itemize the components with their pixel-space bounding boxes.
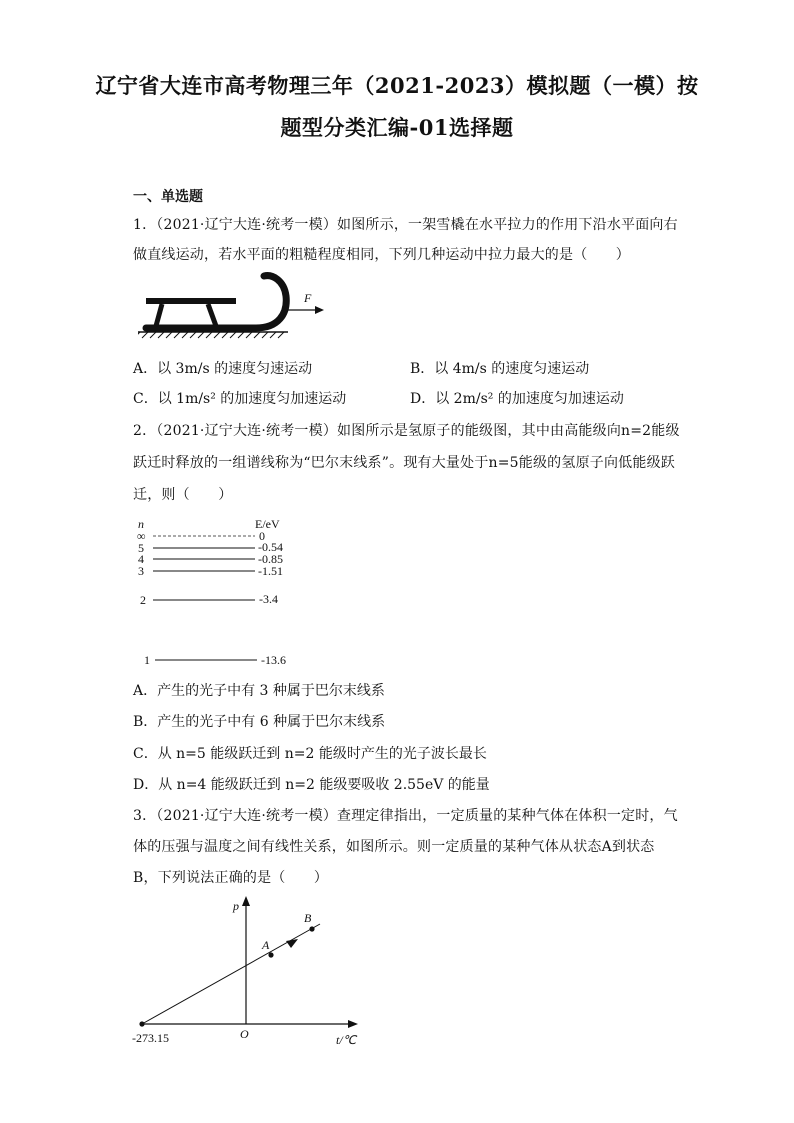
t-axis-label: t/℃ <box>336 1033 357 1047</box>
q3-stem-line2: 体的压强与温度之间有线性关系，如图所示。则一定质量的某种气体从状态A到状态 <box>133 839 655 855</box>
sled-leg <box>156 304 162 326</box>
q2-stem-line1: 2．（2021·辽宁大连·统考一模）如图所示是氢原子的能级图，其中由高能级向n=2能级 <box>133 423 680 439</box>
q1-option-b: B．以 4m/s 的速度匀速运动 <box>410 361 590 377</box>
q2-stem-line2: 跃迁时释放的一组谱线称为“巴尔末线系”。现有大量处于n=5能级的氢原子向低能级跃 <box>133 455 675 471</box>
point-b <box>309 926 314 931</box>
level-3-n: 3 <box>138 564 144 578</box>
p-axis-arrowhead <box>242 896 250 906</box>
point-b-label: B <box>304 911 312 925</box>
q2-option-b: B．产生的光子中有 6 种属于巴尔末线系 <box>133 714 386 730</box>
level-5-n: 5 <box>138 541 144 555</box>
level-inf-n: ∞ <box>137 529 146 543</box>
level-2-e: -3.4 <box>259 592 278 606</box>
q1-stem-line2: 做直线运动，若水平面的粗糙程度相同，下列几种运动中拉力最大的是（ ） <box>133 247 630 263</box>
page-title-line1: 辽宁省大连市高考物理三年（2021-2023）模拟题（一模）按 <box>95 73 699 98</box>
level-4-n: 4 <box>138 552 144 566</box>
ground-hatch <box>138 332 284 338</box>
q2-option-c: C．从 n=5 能级跃迁到 n=2 能级时产生的光子波长最长 <box>133 746 487 762</box>
pt-graph <box>130 892 370 1052</box>
energy-level-diagram <box>135 516 315 670</box>
p-axis-label: p <box>233 899 239 913</box>
section-heading: 一、单选题 <box>133 189 203 205</box>
intercept-point <box>139 1021 144 1026</box>
page-title-line2: 题型分类汇编-01选择题 <box>280 115 514 140</box>
t-axis-arrowhead <box>348 1020 358 1028</box>
level-inf-e: 0 <box>259 529 265 543</box>
sled-seat <box>146 298 236 304</box>
q1-option-c: C．以 1m/s² 的加速度匀加速运动 <box>133 391 347 407</box>
point-a-label: A <box>262 938 270 952</box>
sled-figure <box>138 270 338 340</box>
origin-label: O <box>240 1027 249 1041</box>
force-arrowhead <box>315 306 324 314</box>
q1-stem-line1: 1．（2021·辽宁大连·统考一模）如图所示，一架雪橇在水平拉力的作用下沿水平面向右 <box>133 217 678 233</box>
q2-stem-line3: 迁，则（ ） <box>133 487 233 503</box>
level-1-n: 1 <box>144 653 150 667</box>
sled-leg <box>208 304 216 326</box>
intercept-label: -273.15 <box>132 1031 169 1045</box>
e-header: E/eV <box>255 517 280 531</box>
level-5-e: -0.54 <box>258 540 283 554</box>
q1-option-a: A．以 3m/s 的速度匀速运动 <box>133 361 313 377</box>
n-header: n <box>138 517 144 531</box>
level-2-n: 2 <box>140 593 146 607</box>
point-a <box>268 952 273 957</box>
level-4-e: -0.85 <box>258 552 283 566</box>
force-label: F <box>304 291 312 305</box>
q1-option-d: D．以 2m/s² 的加速度匀加速运动 <box>410 391 624 407</box>
q3-stem-line3: B，下列说法正确的是（ ） <box>133 870 329 886</box>
direction-arrowhead <box>286 939 298 948</box>
level-3-e: -1.51 <box>258 564 283 578</box>
level-1-e: -13.6 <box>261 653 286 667</box>
pt-line <box>142 924 320 1024</box>
q2-option-d: D．从 n=4 能级跃迁到 n=2 能级要吸收 2.55eV 的能量 <box>133 777 490 793</box>
q2-option-a: A．产生的光子中有 3 种属于巴尔末线系 <box>133 683 385 699</box>
q3-stem-line1: 3．（2021·辽宁大连·统考一模）查理定律指出，一定质量的某种气体在体积一定时，气 <box>133 808 678 824</box>
